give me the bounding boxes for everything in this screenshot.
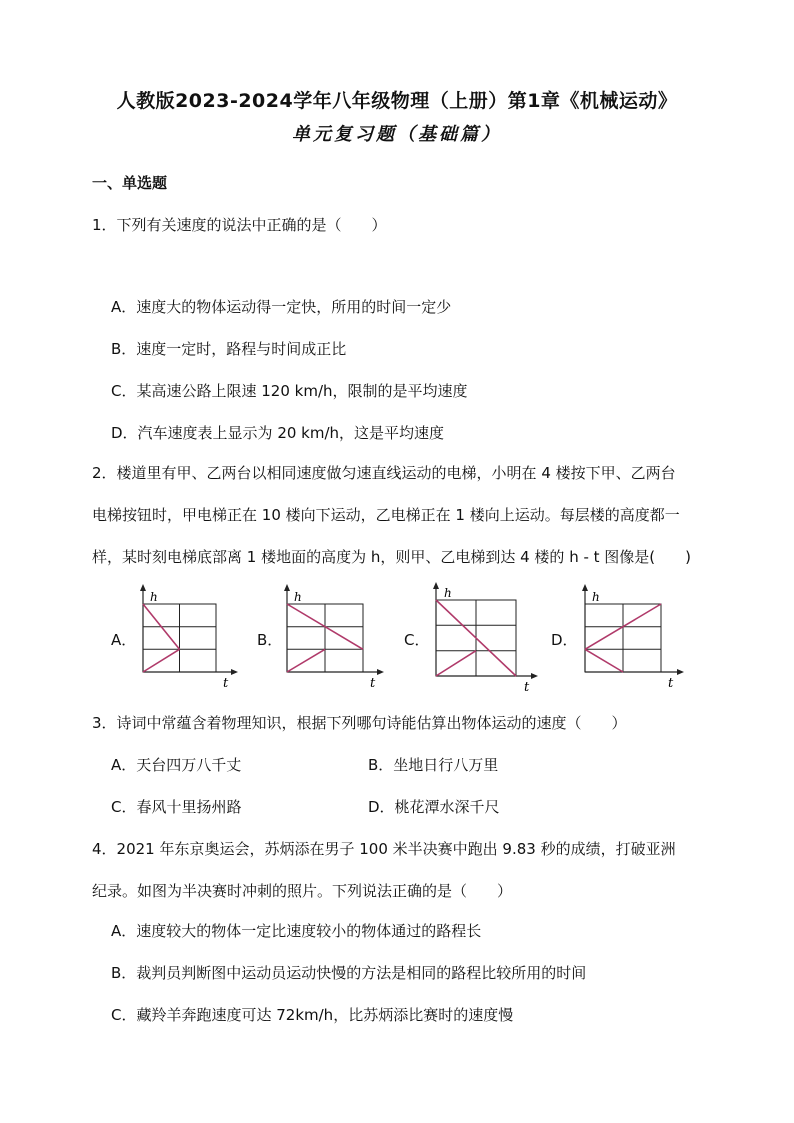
graph-b-t-label: t	[370, 676, 376, 691]
question-2-line-1: 2．楼道里有甲、乙两台以相同速度做匀速直线运动的电梯，小明在 4 楼按下甲、乙两台	[92, 464, 676, 482]
question-1-option-b: B．速度一定时，路程与时间成正比	[111, 340, 347, 358]
question-4-option-b: B．裁判员判断图中运动员运动快慢的方法是相同的路程比较所用的时间	[111, 964, 587, 982]
graph-c	[433, 582, 538, 695]
question-4-line-2: 纪录。如图为半决赛时冲刺的照片。下列说法正确的是（ ）	[92, 882, 513, 900]
graph-c-h-label: h	[444, 586, 452, 600]
question-1-stem: 1．下列有关速度的说法中正确的是（ ）	[92, 216, 387, 234]
question-4-line-1: 4．2021 年东京奥运会，苏炳添在男子 100 米半决赛中跑出 9.83 秒的成绩，打破亚洲	[92, 840, 676, 858]
graph-a-h-arrow	[140, 584, 146, 591]
question-1-option-d: D．汽车速度表上显示为 20 km/h，这是平均速度	[111, 424, 445, 442]
document-subtitle: 单元复习题（基础篇）	[292, 124, 502, 145]
question-1-option-c: C．某高速公路上限速 120 km/h，限制的是平均速度	[111, 382, 468, 400]
question-3-option-d: D．桃花潭水深千尺	[368, 798, 500, 816]
graph-c-t-label: t	[524, 680, 530, 695]
graph-b-line-yi	[287, 649, 325, 672]
graph-d	[582, 584, 684, 691]
graph-c-label: C．	[404, 631, 430, 649]
question-2-line-3: 样，某时刻电梯底部离 1 楼地面的高度为 h，则甲、乙电梯到达 4 楼的 h - t 图像是( )	[92, 548, 692, 566]
graph-c-line-yi	[436, 651, 476, 676]
section-heading: 一、单选题	[92, 174, 168, 192]
graph-a-t-arrow	[231, 669, 238, 675]
question-4-option-a: A．速度较大的物体一定比速度较小的物体通过的路程长	[111, 922, 482, 940]
question-3-option-c: C．春风十里扬州路	[111, 798, 242, 816]
question-1-option-a: A．速度大的物体运动得一定快，所用的时间一定少	[111, 298, 452, 316]
graph-b-label: B．	[257, 631, 283, 649]
graph-a-label: A．	[111, 631, 137, 649]
graph-d-t-label: t	[668, 676, 674, 691]
question-3-stem: 3．诗词中常蕴含着物理知识，根据下列哪句诗能估算出物体运动的速度（ ）	[92, 714, 627, 732]
graph-d-label: D．	[551, 631, 578, 649]
graph-a-h-label: h	[150, 590, 158, 604]
document-title: 人教版2023-2024学年八年级物理（上册）第1章《机械运动》	[116, 90, 678, 112]
graph-a-t-label: t	[223, 676, 229, 691]
question-3-option-b: B．坐地日行八万里	[368, 756, 499, 774]
graph-b-h-label: h	[294, 590, 302, 604]
question-2-line-2: 电梯按钮时，甲电梯正在 10 楼向下运动，乙电梯正在 1 楼向上运动。每层楼的高度都一	[92, 506, 680, 524]
graph-b	[284, 584, 384, 691]
graph-a-line-yi	[143, 649, 180, 672]
question-4-option-c: C．藏羚羊奔跑速度可达 72km/h，比苏炳添比赛时的速度慢	[111, 1006, 514, 1024]
question-3-option-a: A．天台四万八千丈	[111, 756, 242, 774]
ht-graphs	[0, 580, 794, 700]
graph-a	[140, 584, 238, 691]
graph-d-h-label: h	[592, 590, 600, 604]
graph-d-line-yi	[585, 649, 623, 672]
